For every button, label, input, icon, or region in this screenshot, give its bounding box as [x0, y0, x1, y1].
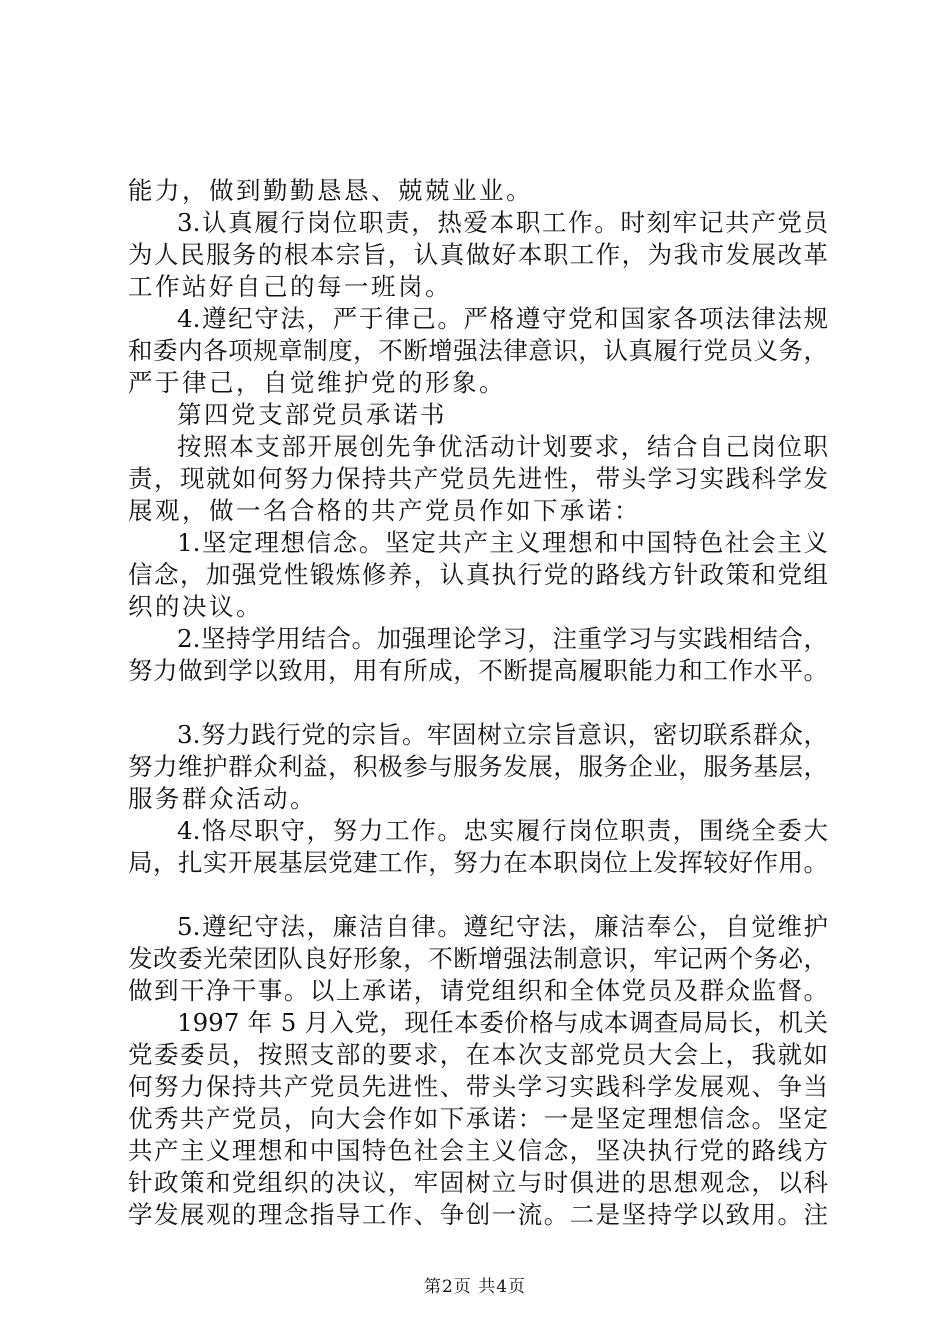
page-number-footer: 第2页 共4页	[423, 1277, 527, 1297]
text-line: 努力维护群众利益，积极参与服务发展，服务企业，服务基层，	[128, 752, 828, 781]
text-line: 和委内各项规章制度，不断增强法律意识，认真履行党员义务，	[128, 336, 828, 365]
text-line: 为人民服务的根本宗旨，认真做好本职工作，为我市发展改革	[128, 240, 828, 269]
text-line: 服务群众活动。	[128, 784, 317, 813]
text-line: 学发展观的理念指导工作、争创一流。二是坚持学以致用。注	[128, 1200, 828, 1229]
text-line: 织的决议。	[128, 592, 263, 621]
text-line: 2.坚持学用结合。加强理论学习，注重学习与实践相结合，	[177, 624, 828, 653]
text-line: 按照本支部开展创先争优活动计划要求，结合自己岗位职	[177, 432, 828, 461]
text-line: 优秀共产党员，向大会作如下承诺：一是坚定理想信念。坚定	[128, 1104, 828, 1133]
text-line: 针政策和党组织的决议，牢固树立与时俱进的思想观念，以科	[128, 1168, 828, 1197]
section-heading: 第四党支部党员承诺书	[177, 400, 447, 429]
text-line: 共产主义理想和中国特色社会主义信念，坚决执行党的路线方	[128, 1136, 828, 1165]
text-line: 发改委光荣团队良好形象，不断增强法制意识，牢记两个务必，	[128, 944, 828, 973]
text-line: 局，扎实开展基层党建工作，努力在本职岗位上发挥较好作用。	[128, 848, 828, 877]
text-line: 能力，做到勤勤恳恳、兢兢业业。	[128, 176, 533, 205]
text-line: 3.认真履行岗位职责，热爱本职工作。时刻牢记共产党员	[177, 208, 828, 237]
text-line: 1997 年 5 月入党，现任本委价格与成本调查局局长，机关	[177, 1008, 828, 1037]
text-line: 信念，加强党性锻炼修养，认真执行党的路线方针政策和党组	[128, 560, 828, 589]
text-line: 工作站好自己的每一班岗。	[128, 272, 452, 301]
text-line: 做到干净干事。以上承诺，请党组织和全体党员及群众监督。	[128, 976, 828, 1005]
text-line: 努力做到学以致用，用有所成，不断提高履职能力和工作水平。	[128, 656, 828, 685]
text-line: 党委委员，按照支部的要求，在本次支部党员大会上，我就如	[128, 1040, 828, 1069]
text-line: 5.遵纪守法，廉洁自律。遵纪守法，廉洁奉公，自觉维护	[177, 912, 828, 941]
text-line: 责，现就如何努力保持共产党员先进性，带头学习实践科学发	[128, 464, 828, 493]
text-line: 展观，做一名合格的共产党员作如下承诺：	[128, 496, 641, 525]
text-line: 4.遵纪守法，严于律己。严格遵守党和国家各项法律法规	[177, 304, 828, 333]
text-line: 1.坚定理想信念。坚定共产主义理想和中国特色社会主义	[177, 528, 828, 557]
text-line: 4.恪尽职守，努力工作。忠实履行岗位职责，围绕全委大	[177, 816, 828, 845]
text-line: 严于律己，自觉维护党的形象。	[128, 368, 506, 397]
text-line: 3.努力践行党的宗旨。牢固树立宗旨意识，密切联系群众，	[177, 720, 828, 749]
text-line: 何努力保持共产党员先进性、带头学习实践科学发展观、争当	[128, 1072, 828, 1101]
